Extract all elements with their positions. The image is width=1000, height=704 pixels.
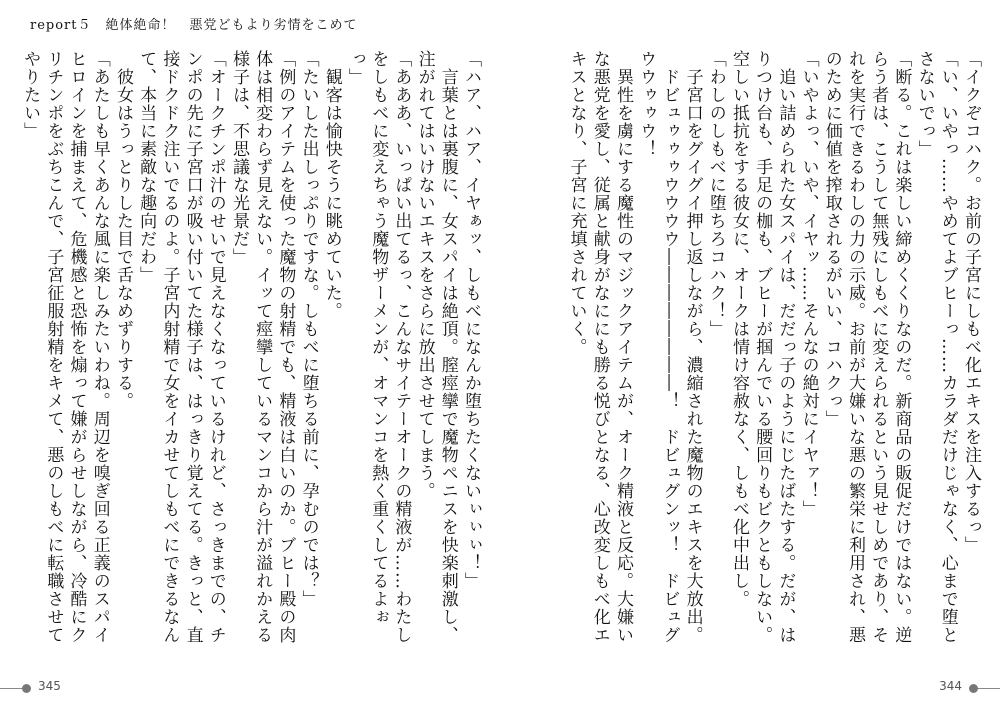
right-page-body: 「イクぞコハク。お前の子宮にしもべ化エキスを注入するっ」 「い、いやっ……やめてよブヒーっ……カラダだけじゃなく、心まで堕とさないでっ」 「断る。これは楽しい締めくくりなのだ。新商品の販促だけではない。逆らう者は、こうして無残にしもべに変えられるという見せしめであり、それを実行できるわしの力の示威。お前が大嫌いな悪の繁栄に利用され、悪のために価値を搾取されるがいい、コハクっ」 「いやよっ、いや、イヤッ……そんなの絶対にイヤァ！」 追い詰められた女スパイは、だだっ子のようにじたばたする。だが、はりつけ台も、手足の枷も、ブヒーが掴んでいる腰回りもビクともしない。空しい抵抗をする彼女に、オークは情け容赦なく、しもべ化中出し。 「わしのしもべに堕ちろコハク！」 子宮口をグイグイ押し返しながら、濃縮された魔物のエキスを大放出。 ドビュゥゥゥウウウウ――――――――！ ドビュグンッ！ ドビュグウウゥゥウ！ 異性を虜にする魔性のマジックアイテムが、オーク精液と反応。大嫌いな悪党を愛し、従属と献身がなににも勝る悦びとなる、心改変しもべ化エキスとなり、子宮に充填されていく。 bbox=[566, 50, 981, 644]
footer-dot-icon bbox=[969, 684, 978, 693]
page-number-left: 345 bbox=[38, 679, 61, 693]
running-header: report５ 絶体絶命！ 悪党どもより劣情をこめて bbox=[30, 18, 358, 33]
right-page bbox=[530, 50, 982, 650]
footer-rule bbox=[0, 688, 22, 689]
footer-rule bbox=[978, 688, 1000, 689]
footer-dot-icon bbox=[22, 684, 31, 693]
right-page-footer bbox=[880, 679, 1000, 696]
left-page bbox=[20, 50, 482, 650]
left-page-footer bbox=[0, 679, 120, 696]
left-page-body: 「ハア、ハア、イヤぁッ、しもべになんか堕ちたくないぃぃぃ！」 言葉とは裏腹に、女スパイは絶頂。膣痙攣で魔物ペニスを快楽刺激し、注がれてはいけないエキスをさらに放出させてしまう。 「あああ、いっぱい出てるっ、こんなサイテーオークの精液が……わたしをしもべに変えちゃう魔物ザーメンが、オマンコを熱く重くしてるよぉっ」 観客は愉快そうに眺めていた。 「たいした出しっぷりですな。しもべに堕ちる前に、孕むのでは？」 「例のアイテムを使った魔物の射精でも、精液は白いのか。ブヒー殿の肉体は相変わらず見えない。イッて痙攣しているマンコから汁が溢れかえる様子は、不思議な光景だ」 「オークチンポ汁のせいで見えなくなっているけれど、さっきまでの、チンポの先に子宮口が吸い付いてた様子は、はっきり覚えてる。きっと、直接ドクドク注いでるのよ。子宮内射精で女をイカせてしもべにできるなんて、本当に素敵な趣向だわ」 彼女はうっとりした目で舌なめずりする。 「あたしも早くあんな風に楽しみたいわね。周辺を嗅ぎ回る正義のスパイヒロインを捕まえて、危機感と恐怖を煽って嫌がらせしながら、冷酷にクリチンポをぶちこんで、子宮征服射精をキメて、悪のしもべに転職させてやりたい」 bbox=[20, 50, 481, 644]
page-number-right: 344 bbox=[939, 679, 962, 693]
